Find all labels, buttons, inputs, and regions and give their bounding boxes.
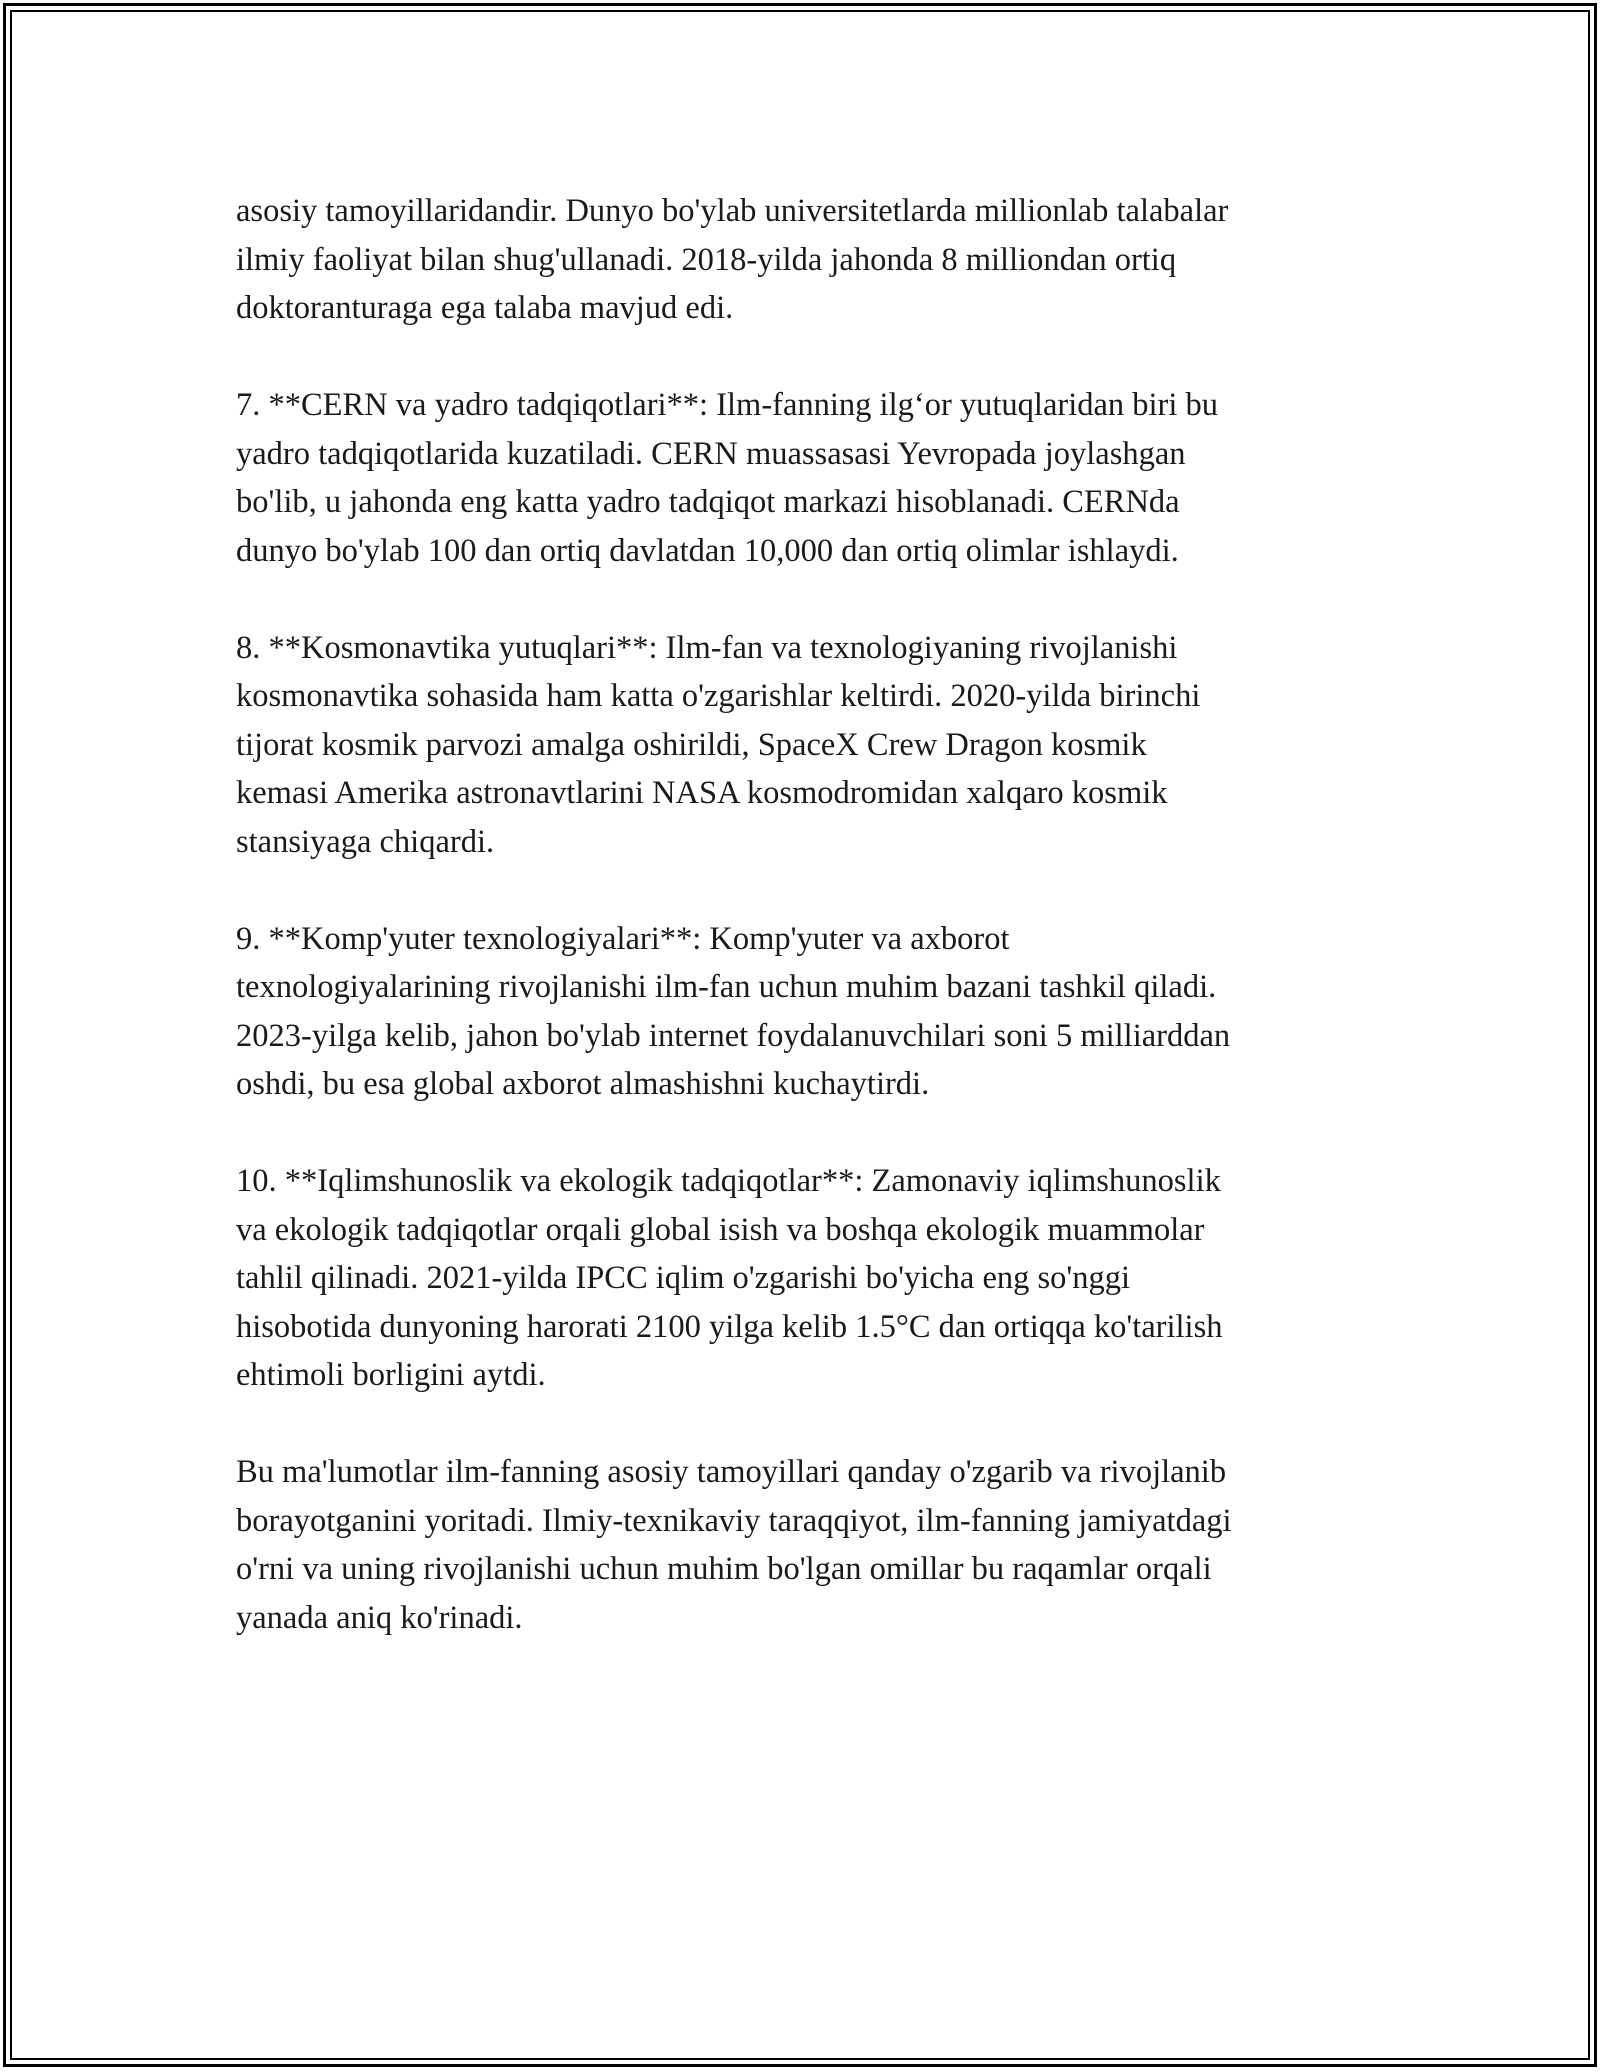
document-body <box>236 187 1366 1642</box>
paragraph-item-8-cosmonautics: 8. **Kosmonavtika yutuqlari**: Ilm-fan va texnologiyaning rivojlanishi kosmonavtika sohasida ham katta o'zgarishlar keltirdi. 2020-yilda birinchi tijorat kosmik parvozi amalga oshirildi, SpaceX Crew Dragon kosmik kemasi Amerika astronavtlarini NASA kosmodromidan xalqaro kosmik stansiyaga chiqardi. <box>236 629 1201 860</box>
paragraph-item-9-computer-technologies: 9. **Komp'yuter texnologiyalari**: Komp'yuter va axborot texnologiyalarining rivojlanishi ilm-fan uchun muhim bazani tashkil qiladi. 2023-yilga kelib, jahon bo'ylab internet foydalanuvchilari soni 5 milliarddan oshdi, bu esa global axborot almashishni kuchaytirdi. <box>236 920 1231 1102</box>
paragraph-intro-continuation: asosiy tamoyillaridandir. Dunyo bo'ylab universitetlarda millionlab talabalar ilmiy faoliyat bilan shug'ullanadi. 2018-yilda jahonda 8 milliondan ortiq doktoranturaga ega talaba mavjud edi. <box>236 193 1229 326</box>
paragraph-item-7-cern: 7. **CERN va yadro tadqiqotlari**: Ilm-fanning ilg‘or yutuqlaridan biri bu yadro tadqiqotlarida kuzatiladi. CERN muassasasi Yevropada joylashgan bo'lib, u jahonda eng katta yadro tadqiqot markazi hisoblanadi. CERNda dunyo bo'ylab 100 dan ortiq davlatdan 10,000 dan ortiq olimlar ishlaydi. <box>236 387 1219 569</box>
paragraph-conclusion: Bu ma'lumotlar ilm-fanning asosiy tamoyillari qanday o'zgarib va rivojlanib borayotganini yoritadi. Ilmiy-texnikaviy taraqqiyot, ilm-fanning jamiyatdagi o'rni va uning rivojlanishi uchun muhim bo'lgan omillar bu raqamlar orqali yanada aniq ko'rinadi. <box>236 1454 1232 1636</box>
paragraph-item-10-climate-research: 10. **Iqlimshunoslik va ekologik tadqiqotlar**: Zamonaviy iqlimshunoslik va ekologik tadqiqotlar orqali global isish va boshqa ekologik muammolar tahlil qilinadi. 2021-yilda IPCC iqlim o'zgarishi bo'yicha eng so'nggi hisobotida dunyoning harorati 2100 yilga kelib 1.5°C dan ortiqqa ko'tarilish ehtimoli borligini aytdi. <box>236 1163 1223 1393</box>
